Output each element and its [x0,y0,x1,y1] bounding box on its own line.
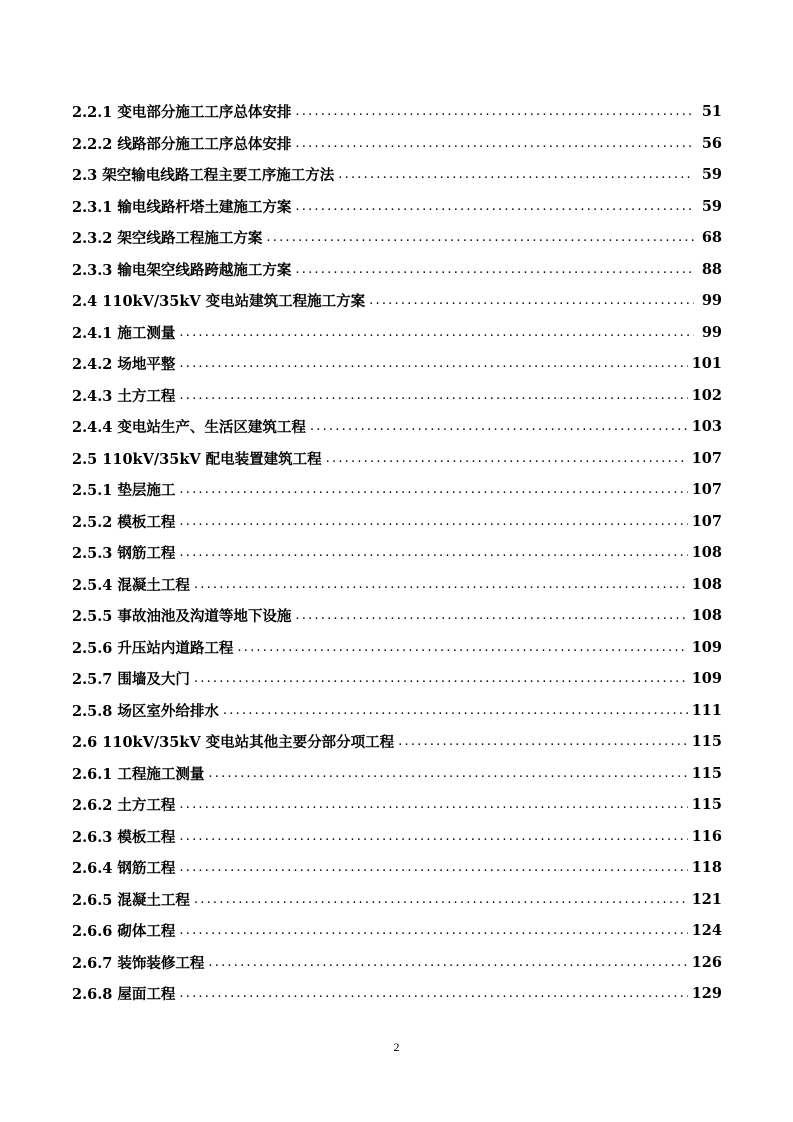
toc-entry-label: 2.3 架空输电线路工程主要工序施工方法 [72,167,335,185]
toc-entry[interactable] [72,285,722,317]
toc-entry-label: 2.5.8 场区室外给排水 [72,702,219,720]
toc-entry-label: 2.6.2 土方工程 [72,797,176,815]
toc-entry-label: 2.3.3 输电架空线路跨越施工方案 [72,261,292,279]
toc-leader-dots [295,104,694,119]
toc-leader-dots [194,671,688,686]
toc-entry-page: 109 [691,638,722,656]
toc-leader-dots [266,230,694,245]
toc-leader-dots [237,640,687,655]
toc-entry[interactable] [72,128,722,160]
toc-entry[interactable] [72,159,722,191]
toc-leader-dots [208,766,687,781]
toc-leader-dots [295,199,694,214]
toc-entry-label: 2.6 110kV/35kV 变电站其他主要分部分项工程 [72,734,395,752]
toc-entry[interactable] [72,884,722,916]
toc-entry-label: 2.6.4 钢筋工程 [72,860,176,878]
toc-leader-dots [208,955,687,970]
toc-entry-page: 107 [691,512,722,530]
toc-entry[interactable] [72,821,722,853]
toc-entry-label: 2.5 110kV/35kV 配电装置建筑工程 [72,450,322,468]
toc-entry[interactable] [72,978,722,1010]
toc-entry-label: 2.3.1 输电线路杆塔土建施工方案 [72,198,292,216]
toc-entry-page: 107 [691,449,722,467]
toc-entry-page: 121 [691,890,722,908]
toc-entry[interactable] [72,96,722,128]
toc-entry[interactable] [72,726,722,758]
toc-entry-label: 2.4.1 施工测量 [72,324,176,342]
toc-leader-dots [223,703,688,718]
toc-entry[interactable] [72,348,722,380]
toc-entry-label: 2.5.1 垫层施工 [72,482,176,500]
toc-entry-page: 115 [691,796,722,814]
toc-entry-page: 99 [701,323,722,341]
toc-entry-page: 107 [691,481,722,499]
toc-entry[interactable] [72,915,722,947]
toc-entry-page: 108 [691,575,722,593]
toc-entry[interactable] [72,443,722,475]
toc-entry[interactable] [72,663,722,695]
toc-entry[interactable] [72,506,722,538]
toc-entry-label: 2.5.3 钢筋工程 [72,545,176,563]
toc-entry-page: 118 [691,859,722,877]
toc-entry-label: 2.6.7 装饰装修工程 [72,954,205,972]
toc-entry-label: 2.2.2 线路部分施工工序总体安排 [72,135,292,153]
toc-entry-page: 108 [691,607,722,625]
toc-entry-label: 2.6.3 模板工程 [72,828,176,846]
toc-entry[interactable] [72,695,722,727]
toc-leader-dots [295,136,694,151]
toc-entry[interactable] [72,474,722,506]
toc-entry-page: 51 [701,103,722,121]
toc-entry-label: 2.4.3 土方工程 [72,387,176,405]
toc-leader-dots [326,451,688,466]
table-of-contents [72,96,722,1010]
toc-entry[interactable] [72,600,722,632]
toc-entry-page: 111 [691,701,722,719]
toc-leader-dots [179,325,694,340]
toc-entry-page: 129 [691,985,722,1003]
toc-entry-page: 116 [691,827,722,845]
toc-entry-page: 115 [691,733,722,751]
toc-entry-label: 2.5.6 升压站内道路工程 [72,639,234,657]
toc-leader-dots [179,860,687,875]
toc-entry-page: 108 [691,544,722,562]
toc-entry-label: 2.5.4 混凝土工程 [72,576,190,594]
toc-entry[interactable] [72,569,722,601]
toc-leader-dots [310,419,688,434]
toc-entry-page: 59 [701,197,722,215]
toc-leader-dots [179,514,687,529]
toc-leader-dots [338,167,694,182]
toc-entry-label: 2.6.6 砌体工程 [72,923,176,941]
toc-entry[interactable] [72,191,722,223]
toc-entry[interactable] [72,317,722,349]
toc-leader-dots [179,829,687,844]
toc-leader-dots [179,545,687,560]
toc-entry-label: 2.6.8 屋面工程 [72,986,176,1004]
toc-leader-dots [179,797,687,812]
toc-entry-page: 115 [691,764,722,782]
toc-entry[interactable] [72,380,722,412]
toc-entry-page: 101 [691,355,722,373]
toc-entry-page: 88 [701,260,722,278]
toc-leader-dots [179,482,687,497]
toc-entry-page: 124 [691,922,722,940]
toc-entry[interactable] [72,947,722,979]
toc-entry[interactable] [72,632,722,664]
toc-entry-label: 2.5.7 围墙及大门 [72,671,190,689]
toc-entry[interactable] [72,222,722,254]
toc-entry-label: 2.5.2 模板工程 [72,513,176,531]
toc-leader-dots [194,892,688,907]
toc-entry-label: 2.6.1 工程施工测量 [72,765,205,783]
toc-entry-label: 2.4.4 变电站生产、生活区建筑工程 [72,419,306,437]
toc-leader-dots [369,293,694,308]
toc-leader-dots [295,608,687,623]
toc-entry[interactable] [72,758,722,790]
toc-entry-label: 2.6.5 混凝土工程 [72,891,190,909]
toc-entry-label: 2.4 110kV/35kV 变电站建筑工程施工方案 [72,293,366,311]
toc-leader-dots [398,734,688,749]
toc-entry-label: 2.2.1 变电部分施工工序总体安排 [72,104,292,122]
toc-entry-page: 56 [701,134,722,152]
toc-entry-label: 2.5.5 事故油池及沟道等地下设施 [72,608,292,626]
toc-leader-dots [194,577,688,592]
toc-entry[interactable] [72,411,722,443]
toc-entry-label: 2.4.2 场地平整 [72,356,176,374]
toc-leader-dots [179,388,687,403]
toc-entry[interactable] [72,537,722,569]
toc-entry[interactable] [72,254,722,286]
toc-entry-page: 109 [691,670,722,688]
toc-entry-label: 2.3.2 架空线路工程施工方案 [72,230,263,248]
toc-entry-page: 68 [701,229,722,247]
toc-entry-page: 99 [701,292,722,310]
toc-entry-page: 102 [691,386,722,404]
toc-leader-dots [179,986,687,1001]
page-number: 2 [393,1040,400,1054]
toc-entry-page: 103 [691,418,722,436]
toc-entry[interactable] [72,789,722,821]
toc-leader-dots [179,923,687,938]
toc-entry-page: 59 [701,166,722,184]
toc-entry-page: 126 [691,953,722,971]
toc-entry[interactable] [72,852,722,884]
toc-leader-dots [179,356,687,371]
toc-leader-dots [295,262,694,277]
